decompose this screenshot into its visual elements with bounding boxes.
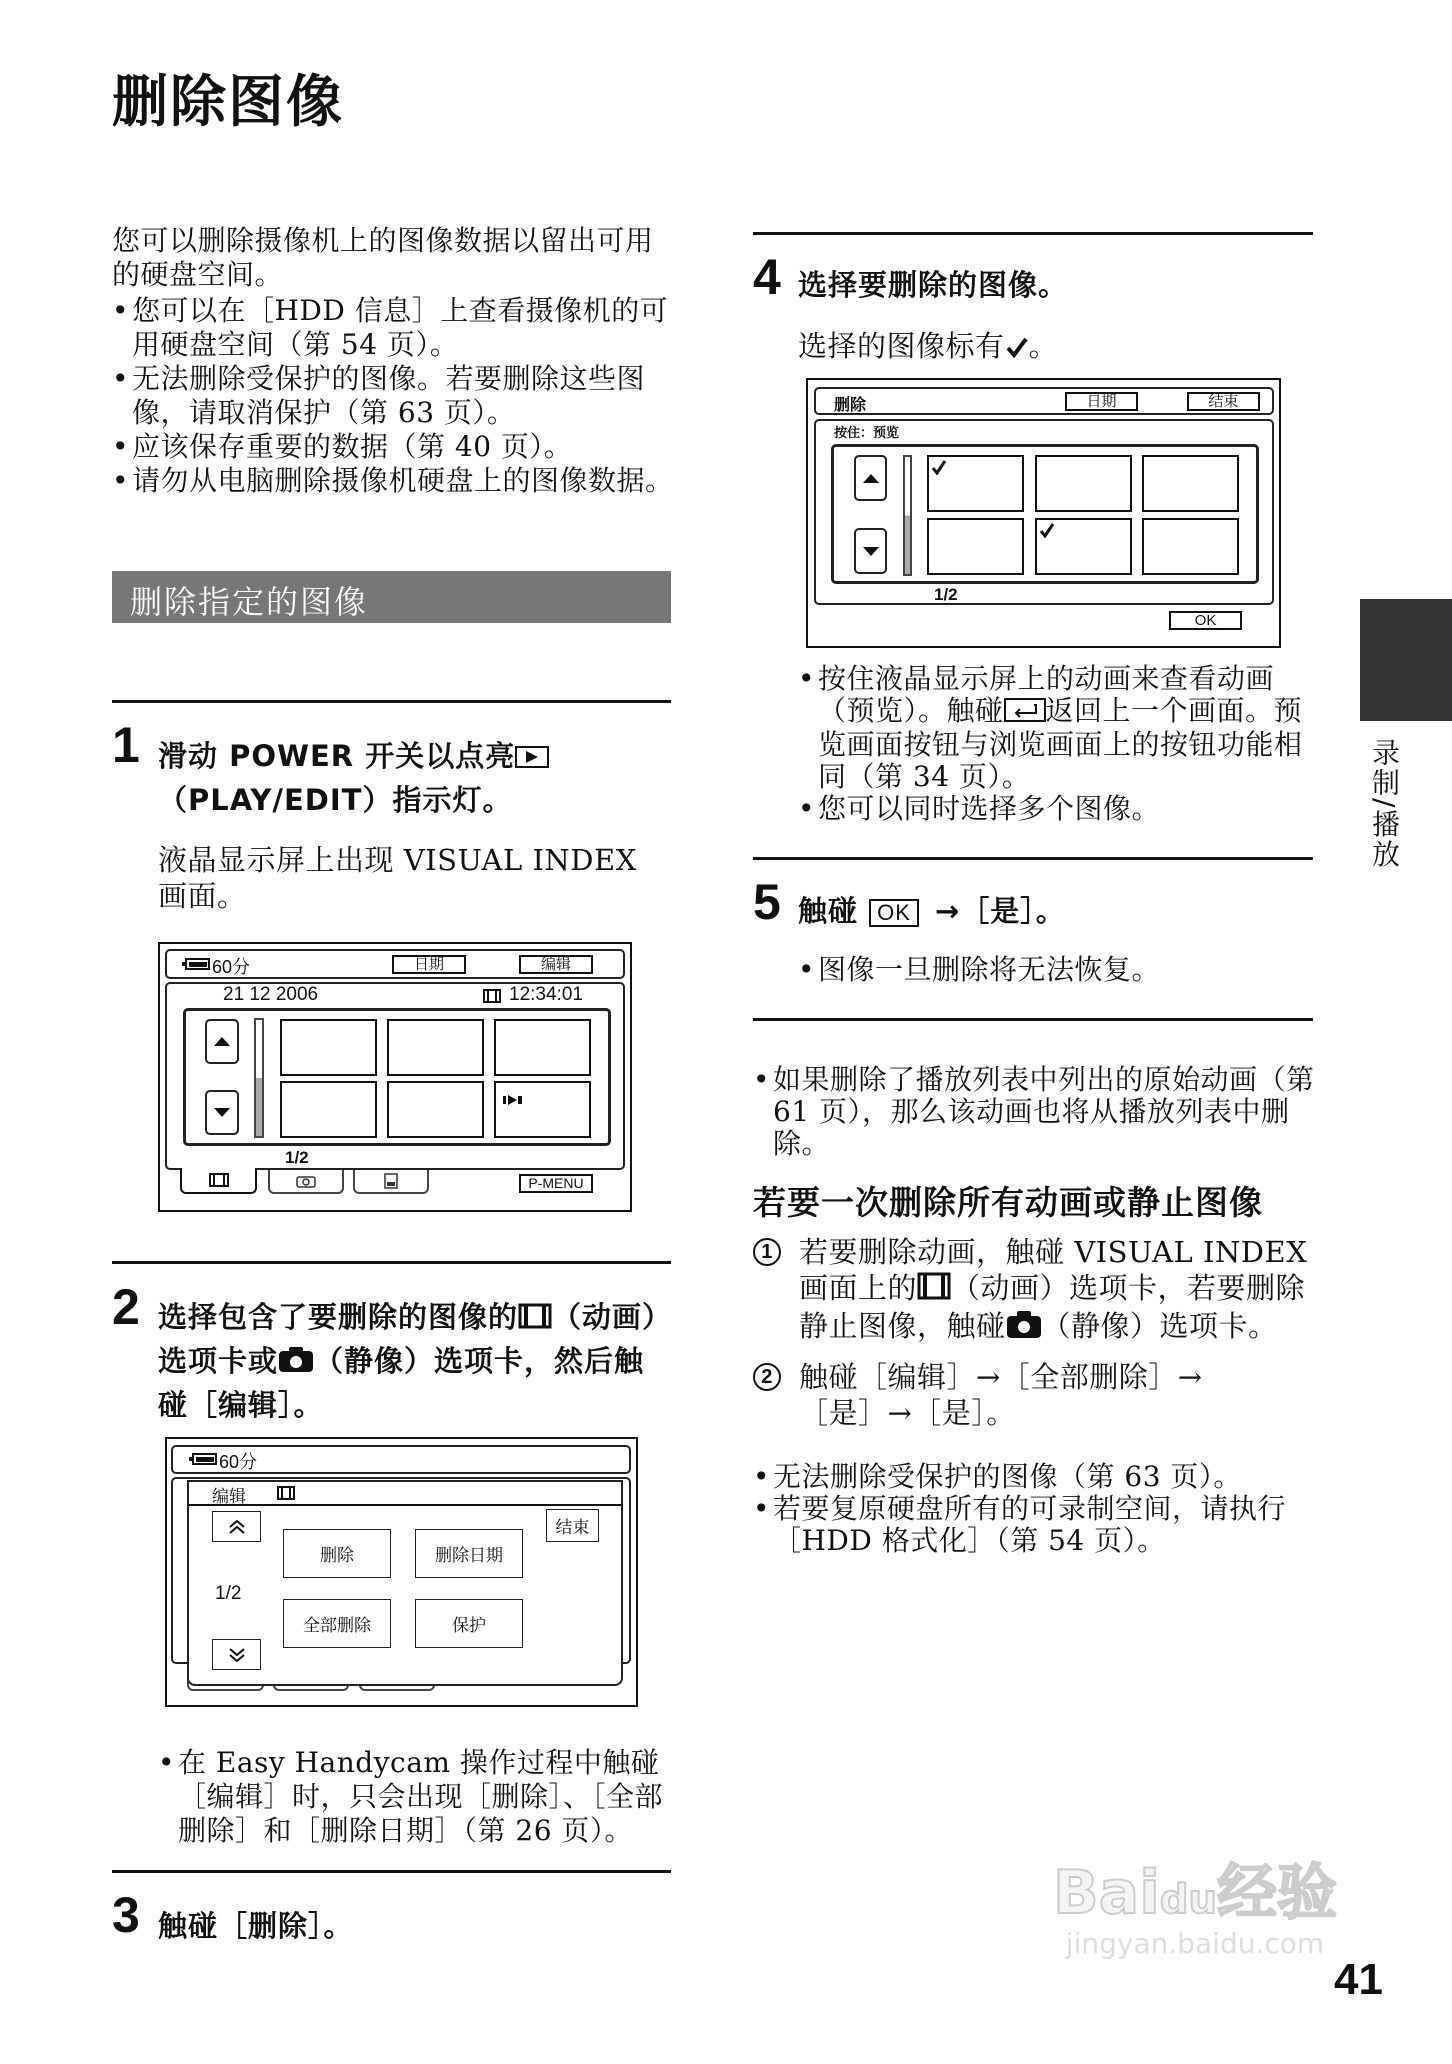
thumbnail-selected[interactable] <box>927 455 1024 512</box>
watermark-url: jingyan.baidu.com <box>1065 1927 1325 1960</box>
ok-button[interactable]: OK <box>1169 611 1242 630</box>
step-2-text <box>158 1296 668 1426</box>
divider <box>112 1870 671 1873</box>
scroll-down-button[interactable] <box>854 528 887 574</box>
subheading: 若要一次删除所有动画或静止图像 <box>753 1183 1263 1222</box>
divider <box>112 700 671 703</box>
page-indicator: 1/2 <box>934 585 958 604</box>
scrollbar[interactable] <box>254 1018 264 1138</box>
sub-text: 选择的图像标有 <box>798 329 1005 363</box>
delete-select-screen <box>806 378 1281 648</box>
delete-by-date-button[interactable]: 删除日期 <box>415 1529 523 1578</box>
date-button[interactable]: 日期 <box>1065 392 1138 411</box>
step-5-bullets <box>798 953 1318 987</box>
tab-photo[interactable] <box>268 1170 344 1194</box>
procedure-2 <box>753 1359 1273 1431</box>
thumbnail[interactable] <box>1035 455 1132 512</box>
hint-text: 按住：预览 <box>834 425 900 440</box>
thumbnail[interactable] <box>387 1081 484 1138</box>
step-number: 5 <box>753 874 781 930</box>
step-1-text <box>158 735 658 821</box>
end-button[interactable]: 结束 <box>546 1509 599 1542</box>
step-1-sub: 液晶显示屏上出现 VISUAL INDEX 画面。 <box>158 843 637 913</box>
intro-bullet: • 应该保存重要的数据（第 40 页）。 <box>112 430 677 464</box>
tab-movie[interactable] <box>180 1168 257 1194</box>
delete-button[interactable]: 删除 <box>283 1529 391 1578</box>
step-number: 2 <box>112 1279 140 1335</box>
film-icon <box>277 1486 295 1505</box>
scrollbar[interactable] <box>903 455 912 576</box>
screen-title: 删除 <box>834 397 867 414</box>
tab-playlist[interactable] <box>353 1170 429 1194</box>
intro-bullet: • 您可以在［HDD 信息］上查看摄像机的可用硬盘空间（第 54 页）。 <box>112 294 677 362</box>
procedure-text: 若要删除动画，触碰 VISUAL INDEX 画面上的 <box>799 1235 1308 1305</box>
sub-text: 。 <box>1028 329 1059 363</box>
thumbnail[interactable] <box>494 1019 591 1076</box>
visual-index-screen <box>158 942 632 1212</box>
step-number: 1 <box>112 717 140 773</box>
menu-title: 编辑 <box>212 1487 246 1506</box>
delete-all-section <box>753 1064 1318 1557</box>
edit-menu-screen <box>165 1437 638 1707</box>
thumbnail[interactable] <box>387 1019 484 1076</box>
step-5-text <box>798 890 1066 932</box>
watermark <box>1030 1845 1360 1960</box>
bullet-text: 返回上一个画面。预览画面按钮与浏览画面上的按钮功能相同（第 34 页）。 <box>818 694 1303 793</box>
side-tab-label: 录制/播放 <box>1368 738 1401 870</box>
divider <box>112 1261 671 1264</box>
checkmark-icon <box>1039 522 1055 538</box>
thumbnail-selected[interactable] <box>1035 518 1132 575</box>
thumbnail[interactable] <box>1142 455 1239 512</box>
step-4-bullets <box>798 663 1318 825</box>
protect-button[interactable]: 保护 <box>415 1599 523 1648</box>
section-heading: 删除指定的图像 <box>112 571 671 623</box>
film-icon <box>483 989 501 1008</box>
step-number: 3 <box>112 1887 140 1943</box>
thumbnail[interactable] <box>280 1019 377 1076</box>
step-text: 选择包含了要删除的图像的 <box>158 1300 519 1334</box>
step-2-note <box>158 1746 678 1848</box>
watermark-logo: Baidu经验 <box>1053 1858 1337 1928</box>
date-button[interactable]: 日期 <box>392 955 466 974</box>
p-menu-button[interactable]: P-MENU <box>519 1174 593 1193</box>
divider <box>753 232 1313 235</box>
page-title: 删除图像 <box>112 70 344 135</box>
scroll-up-button[interactable] <box>854 455 887 501</box>
step-number: 4 <box>753 249 781 305</box>
thumbnail[interactable] <box>280 1081 377 1138</box>
battery-icon <box>182 957 210 976</box>
record-time: 12:34:01 <box>509 984 583 1005</box>
procedure-1 <box>753 1234 1318 1347</box>
note-bullet: • 无法删除受保护的图像（第 63 页）。 <box>753 1461 1318 1493</box>
film-icon <box>518 1298 552 1340</box>
end-button[interactable]: 结束 <box>1187 392 1260 411</box>
thumbnail[interactable] <box>927 518 1024 575</box>
page-number: 41 <box>1334 1955 1383 2004</box>
step-text: （动画）选项卡或 <box>158 1300 658 1378</box>
page-down-button[interactable] <box>212 1639 261 1670</box>
step-text: 滑动 POWER 开关以点亮 <box>158 739 516 773</box>
procedure-text: （动画）选项卡，若要删除静止图像，触碰 <box>799 1271 1306 1343</box>
note-bullet: • 您可以同时选择多个图像。 <box>798 793 1318 825</box>
play-icon <box>515 737 549 779</box>
divider <box>753 1018 1313 1021</box>
step-4-sub <box>798 328 1058 366</box>
page-up-button[interactable] <box>212 1511 261 1542</box>
note-bullet: • 图像一旦删除将无法恢复。 <box>798 953 1318 987</box>
step-text: （PLAY/EDIT）指示灯。 <box>158 783 513 817</box>
step-4-text: 选择要删除的图像。 <box>798 268 1069 302</box>
battery-icon <box>189 1452 217 1471</box>
delete-all-button[interactable]: 全部删除 <box>283 1599 391 1648</box>
return-icon <box>1004 697 1046 729</box>
procedure-text: （静像）选项卡。 <box>1041 1309 1278 1343</box>
checkmark-icon <box>931 459 947 475</box>
checkmark-icon <box>1005 330 1029 366</box>
step-text: →［是］。 <box>934 894 1066 928</box>
note-bullet: • 若要复原硬盘所有的可录制空间，请执行［HDD 格式化］（第 54 页）。 <box>753 1493 1318 1557</box>
battery-remaining: 60分 <box>212 957 251 977</box>
note-bullet <box>798 663 1318 793</box>
intro-bullet: • 请勿从电脑删除摄像机硬盘上的图像数据。 <box>112 464 677 498</box>
page-indicator: 1/2 <box>285 1148 309 1167</box>
procedure-text: 触碰［编辑］→［全部删除］→［是］→［是］。 <box>799 1360 1203 1430</box>
edit-button[interactable]: 编辑 <box>519 955 593 974</box>
scroll-down-button[interactable] <box>205 1090 239 1135</box>
menu-title-divider <box>189 1504 621 1506</box>
intro-text: 您可以删除摄像机上的图像数据以留出可用的硬盘空间。 <box>112 224 654 291</box>
step-circle: 1 <box>753 1238 781 1266</box>
scroll-up-button[interactable] <box>205 1019 239 1064</box>
ok-button-icon: OK <box>869 899 919 927</box>
camera-icon <box>278 1342 314 1384</box>
final-bullets <box>753 1461 1318 1557</box>
camera-icon <box>1006 1309 1042 1347</box>
step-3-text: 触碰［删除］。 <box>158 1909 354 1943</box>
record-date: 21 12 2006 <box>223 984 319 1005</box>
note-bullet: • 在 Easy Handycam 操作过程中触碰［编辑］时，只会出现［删除］、［全部删除］和［删除日期］（第 26 页）。 <box>158 1746 678 1848</box>
step-circle: 2 <box>753 1363 781 1391</box>
intro <box>112 224 677 498</box>
resume-play-icon <box>503 1092 525 1110</box>
thumbnail[interactable] <box>1142 518 1239 575</box>
divider <box>753 857 1313 860</box>
page-indicator: 1/2 <box>215 1583 242 1604</box>
playlist-note <box>753 1064 1318 1160</box>
note-bullet: • 如果删除了播放列表中列出的原始动画（第 61 页），那么该动画也将从播放列表中删除。 <box>753 1064 1318 1160</box>
side-tab-block <box>1360 599 1452 721</box>
intro-bullet: • 无法删除受保护的图像。若要删除这些图像，请取消保护（第 63 页）。 <box>112 362 677 430</box>
step-text: （静像）选项卡，然后触碰［编辑］。 <box>158 1344 645 1422</box>
film-icon <box>917 1272 951 1308</box>
battery-remaining: 60分 <box>219 1452 258 1472</box>
step-text: 触碰 <box>798 894 859 928</box>
bullet-text: 按住液晶显示屏上的动画来查看动画（预览）。触碰 <box>818 662 1275 727</box>
